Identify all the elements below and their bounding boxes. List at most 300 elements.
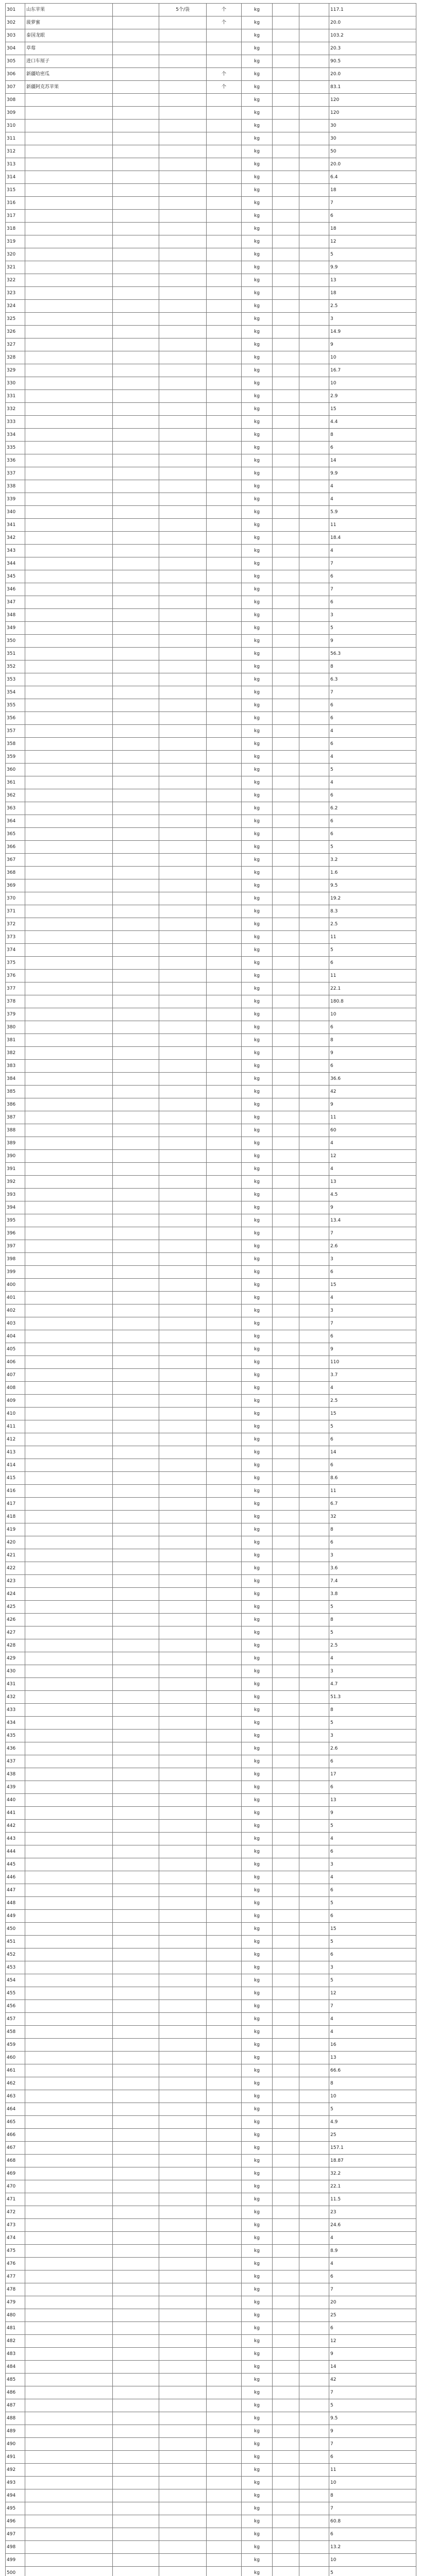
row-number-cell: 405 — [6, 1343, 25, 1356]
brand-cell — [113, 2348, 159, 2361]
item-name-cell — [25, 1304, 113, 1317]
item-name-cell — [25, 1111, 113, 1124]
grade-cell — [299, 1588, 329, 1601]
item-name-cell — [25, 364, 113, 377]
item-name-cell — [25, 2361, 113, 2374]
unit-secondary-cell: kg — [242, 583, 273, 596]
row-number-cell: 408 — [6, 1382, 25, 1395]
table-row — [6, 583, 416, 596]
unit-cell — [207, 1330, 242, 1343]
item-name-cell — [25, 1137, 113, 1150]
table-row — [6, 1936, 416, 1948]
specification-cell — [159, 1060, 207, 1073]
table-row — [6, 493, 416, 506]
unit-cell — [207, 2180, 242, 2193]
item-name-cell — [25, 2348, 113, 2361]
type-cell — [273, 1704, 299, 1717]
brand-cell — [113, 2219, 159, 2232]
price-cell: 20.0 — [329, 68, 416, 81]
table-row — [6, 1858, 416, 1871]
unit-cell — [207, 2464, 242, 2477]
item-name-cell — [25, 1549, 113, 1562]
row-number-cell: 311 — [6, 132, 25, 145]
grade-cell — [299, 2309, 329, 2322]
specification-cell — [159, 1730, 207, 1742]
unit-cell — [207, 1408, 242, 1420]
unit-cell — [207, 905, 242, 918]
specification-cell — [159, 2064, 207, 2077]
unit-secondary-cell: kg — [242, 300, 273, 313]
price-cell: 22.1 — [329, 982, 416, 995]
row-number-cell: 424 — [6, 1588, 25, 1601]
item-name-cell — [25, 2219, 113, 2232]
item-name-cell — [25, 1382, 113, 1395]
price-cell: 8 — [329, 1523, 416, 1536]
unit-cell — [207, 1845, 242, 1858]
table-row — [6, 1691, 416, 1704]
row-number-cell: 350 — [6, 635, 25, 648]
grade-cell — [299, 545, 329, 557]
specification-cell — [159, 545, 207, 557]
table-row — [6, 1279, 416, 1292]
unit-secondary-cell: kg — [242, 1304, 273, 1317]
type-cell — [273, 931, 299, 944]
grade-cell — [299, 2554, 329, 2567]
unit-secondary-cell: kg — [242, 2232, 273, 2245]
row-number-cell: 441 — [6, 1807, 25, 1820]
unit-secondary-cell: kg — [242, 1755, 273, 1768]
type-cell — [273, 2129, 299, 2142]
brand-cell — [113, 764, 159, 776]
grade-cell — [299, 1871, 329, 1884]
row-number-cell: 390 — [6, 1150, 25, 1163]
brand-cell — [113, 2489, 159, 2502]
item-name-cell — [25, 1021, 113, 1034]
unit-cell — [207, 776, 242, 789]
item-name-cell — [25, 789, 113, 802]
row-number-cell: 362 — [6, 789, 25, 802]
table-row — [6, 390, 416, 403]
grade-cell — [299, 532, 329, 545]
unit-cell — [207, 1588, 242, 1601]
specification-cell — [159, 1652, 207, 1665]
item-name-cell — [25, 2142, 113, 2155]
grade-cell — [299, 2039, 329, 2052]
brand-cell — [113, 274, 159, 287]
unit-cell — [207, 1678, 242, 1691]
grade-cell — [299, 854, 329, 867]
table-row — [6, 1317, 416, 1330]
unit-cell — [207, 210, 242, 223]
unit-cell — [207, 2039, 242, 2052]
grade-cell — [299, 2502, 329, 2515]
table-row — [6, 2374, 416, 2386]
item-name-cell — [25, 2245, 113, 2258]
specification-cell — [159, 648, 207, 660]
table-row — [6, 1176, 416, 1189]
brand-cell — [113, 1588, 159, 1601]
brand-cell — [113, 2374, 159, 2386]
item-name-cell — [25, 274, 113, 287]
brand-cell — [113, 609, 159, 622]
price-cell: 5 — [329, 764, 416, 776]
row-number-cell: 469 — [6, 2167, 25, 2180]
unit-cell — [207, 1395, 242, 1408]
grade-cell — [299, 4, 329, 16]
grade-cell — [299, 1833, 329, 1845]
price-cell: 3.6 — [329, 1562, 416, 1575]
row-number-cell: 494 — [6, 2489, 25, 2502]
table-row — [6, 1575, 416, 1588]
brand-cell — [113, 905, 159, 918]
item-name-cell — [25, 210, 113, 223]
unit-cell — [207, 2258, 242, 2270]
unit-cell — [207, 2052, 242, 2064]
grade-cell — [299, 699, 329, 712]
table-row — [6, 2232, 416, 2245]
item-name-cell — [25, 918, 113, 931]
price-cell: 12 — [329, 1150, 416, 1163]
price-cell: 13 — [329, 274, 416, 287]
brand-cell — [113, 2013, 159, 2026]
row-number-cell: 472 — [6, 2206, 25, 2219]
grade-cell — [299, 1536, 329, 1549]
brand-cell — [113, 1073, 159, 1086]
item-name-cell — [25, 1601, 113, 1614]
price-cell: 4 — [329, 1833, 416, 1845]
type-cell — [273, 1730, 299, 1742]
specification-cell — [159, 1266, 207, 1279]
specification-cell — [159, 1214, 207, 1227]
unit-cell — [207, 1163, 242, 1176]
table-row — [6, 905, 416, 918]
item-name-cell — [25, 1588, 113, 1601]
unit-secondary-cell: kg — [242, 1433, 273, 1446]
row-number-cell: 461 — [6, 2064, 25, 2077]
table-row — [6, 442, 416, 454]
table-row — [6, 1034, 416, 1047]
brand-cell — [113, 1485, 159, 1498]
brand-cell — [113, 545, 159, 557]
grade-cell — [299, 1730, 329, 1742]
specification-cell — [159, 854, 207, 867]
brand-cell — [113, 1833, 159, 1845]
unit-secondary-cell: kg — [242, 2129, 273, 2142]
unit-cell — [207, 132, 242, 145]
unit-cell — [207, 1974, 242, 1987]
table-row — [6, 1060, 416, 1073]
row-number-cell: 462 — [6, 2077, 25, 2090]
item-name-cell — [25, 120, 113, 132]
brand-cell — [113, 802, 159, 815]
type-cell — [273, 248, 299, 261]
specification-cell — [159, 1485, 207, 1498]
unit-cell — [207, 995, 242, 1008]
row-number-cell: 476 — [6, 2258, 25, 2270]
type-cell — [273, 2374, 299, 2386]
brand-cell — [113, 2515, 159, 2528]
brand-cell — [113, 1845, 159, 1858]
row-number-cell: 488 — [6, 2412, 25, 2425]
brand-cell — [113, 1395, 159, 1408]
unit-cell — [207, 1317, 242, 1330]
item-name-cell — [25, 1330, 113, 1343]
unit-secondary-cell: kg — [242, 1923, 273, 1936]
brand-cell — [113, 622, 159, 635]
price-cell: 3 — [329, 1858, 416, 1871]
row-number-cell: 444 — [6, 1845, 25, 1858]
brand-cell — [113, 2309, 159, 2322]
specification-cell — [159, 429, 207, 442]
table-row — [6, 1253, 416, 1266]
item-name-cell — [25, 1575, 113, 1588]
specification-cell — [159, 493, 207, 506]
brand-cell — [113, 2412, 159, 2425]
unit-secondary-cell: kg — [242, 635, 273, 648]
row-number-cell: 385 — [6, 1086, 25, 1098]
grade-cell — [299, 416, 329, 429]
row-number-cell: 333 — [6, 416, 25, 429]
grade-cell — [299, 1047, 329, 1060]
type-cell — [273, 764, 299, 776]
table-row — [6, 918, 416, 931]
grade-cell — [299, 1472, 329, 1485]
row-number-cell: 495 — [6, 2502, 25, 2515]
row-number-cell: 386 — [6, 1098, 25, 1111]
price-cell: 9.9 — [329, 261, 416, 274]
brand-cell — [113, 261, 159, 274]
specification-cell — [159, 1150, 207, 1163]
row-number-cell: 304 — [6, 42, 25, 55]
grade-cell — [299, 2219, 329, 2232]
brand-cell — [113, 1768, 159, 1781]
row-number-cell: 479 — [6, 2296, 25, 2309]
unit-cell — [207, 1343, 242, 1356]
price-cell: 6 — [329, 1755, 416, 1768]
specification-cell — [159, 2489, 207, 2502]
table-row — [6, 4, 416, 16]
specification-cell — [159, 944, 207, 957]
table-row — [6, 287, 416, 300]
unit-cell — [207, 545, 242, 557]
specification-cell — [159, 2193, 207, 2206]
item-name-cell: 山东苹果 — [25, 4, 113, 16]
item-name-cell — [25, 1317, 113, 1330]
unit-cell — [207, 107, 242, 120]
item-name-cell — [25, 2502, 113, 2515]
unit-cell — [207, 1781, 242, 1794]
item-name-cell — [25, 1356, 113, 1369]
row-number-cell: 498 — [6, 2541, 25, 2554]
unit-secondary-cell: kg — [242, 2528, 273, 2541]
row-number-cell: 439 — [6, 1781, 25, 1794]
price-cell: 6 — [329, 596, 416, 609]
unit-cell — [207, 442, 242, 454]
type-cell — [273, 81, 299, 94]
brand-cell — [113, 493, 159, 506]
brand-cell — [113, 1472, 159, 1485]
brand-cell — [113, 879, 159, 892]
unit-secondary-cell: kg — [242, 55, 273, 68]
item-name-cell — [25, 2090, 113, 2103]
row-number-cell: 366 — [6, 841, 25, 854]
price-cell: 5 — [329, 1820, 416, 1833]
price-cell: 12 — [329, 1987, 416, 2000]
row-number-cell: 400 — [6, 1279, 25, 1292]
unit-secondary-cell: kg — [242, 815, 273, 828]
item-name-cell — [25, 2309, 113, 2322]
type-cell — [273, 107, 299, 120]
grade-cell — [299, 1124, 329, 1137]
unit-secondary-cell: kg — [242, 326, 273, 338]
unit-cell — [207, 403, 242, 416]
price-cell: 13 — [329, 1176, 416, 1189]
row-number-cell: 374 — [6, 944, 25, 957]
unit-secondary-cell: kg — [242, 1382, 273, 1395]
grade-cell — [299, 1601, 329, 1614]
type-cell — [273, 2309, 299, 2322]
brand-cell — [113, 995, 159, 1008]
unit-cell — [207, 2167, 242, 2180]
price-cell: 4 — [329, 1137, 416, 1150]
type-cell — [273, 2477, 299, 2489]
unit-secondary-cell: kg — [242, 1884, 273, 1897]
row-number-cell: 482 — [6, 2335, 25, 2348]
table-row — [6, 802, 416, 815]
grade-cell — [299, 2335, 329, 2348]
item-name-cell — [25, 2464, 113, 2477]
brand-cell — [113, 248, 159, 261]
price-cell: 4 — [329, 725, 416, 738]
brand-cell — [113, 2090, 159, 2103]
specification-cell — [159, 107, 207, 120]
unit-secondary-cell: kg — [242, 158, 273, 171]
unit-cell — [207, 622, 242, 635]
brand-cell — [113, 2129, 159, 2142]
specification-cell — [159, 918, 207, 931]
price-cell: 23 — [329, 2206, 416, 2219]
price-cell: 42 — [329, 1086, 416, 1098]
table-row — [6, 751, 416, 764]
specification-cell — [159, 1498, 207, 1511]
item-name-cell — [25, 2000, 113, 2013]
price-cell: 9 — [329, 1201, 416, 1214]
specification-cell — [159, 2348, 207, 2361]
price-cell: 6 — [329, 1330, 416, 1343]
unit-secondary-cell: kg — [242, 68, 273, 81]
table-row — [6, 2451, 416, 2464]
brand-cell — [113, 480, 159, 493]
grade-cell — [299, 2077, 329, 2090]
table-row — [6, 120, 416, 132]
specification-cell — [159, 2567, 207, 2576]
unit-secondary-cell: kg — [242, 171, 273, 184]
table-row — [6, 1678, 416, 1691]
grade-cell — [299, 1060, 329, 1073]
table-row — [6, 1382, 416, 1395]
brand-cell — [113, 351, 159, 364]
brand-cell — [113, 970, 159, 982]
type-cell — [273, 1485, 299, 1498]
row-number-cell: 380 — [6, 1021, 25, 1034]
unit-secondary-cell: kg — [242, 1408, 273, 1420]
brand-cell — [113, 1189, 159, 1201]
table-row — [6, 1910, 416, 1923]
specification-cell — [159, 802, 207, 815]
specification-cell — [159, 1240, 207, 1253]
unit-cell — [207, 2348, 242, 2361]
specification-cell — [159, 1845, 207, 1858]
specification-cell — [159, 828, 207, 841]
row-number-cell: 308 — [6, 94, 25, 107]
type-cell — [273, 1639, 299, 1652]
item-name-cell — [25, 1150, 113, 1163]
table-row — [6, 1511, 416, 1523]
item-name-cell — [25, 841, 113, 854]
item-name-cell — [25, 1266, 113, 1279]
grade-cell — [299, 738, 329, 751]
grade-cell — [299, 2103, 329, 2116]
unit-secondary-cell: kg — [242, 596, 273, 609]
grade-cell — [299, 1150, 329, 1163]
item-name-cell: 草莓 — [25, 42, 113, 55]
brand-cell — [113, 1034, 159, 1047]
brand-cell — [113, 789, 159, 802]
table-row — [6, 1098, 416, 1111]
row-number-cell: 341 — [6, 519, 25, 532]
item-name-cell — [25, 1163, 113, 1176]
unit-secondary-cell: kg — [242, 2515, 273, 2528]
unit-cell — [207, 1871, 242, 1884]
brand-cell — [113, 2296, 159, 2309]
row-number-cell: 430 — [6, 1665, 25, 1678]
row-number-cell: 365 — [6, 828, 25, 841]
type-cell — [273, 1742, 299, 1755]
specification-cell — [159, 184, 207, 197]
type-cell — [273, 132, 299, 145]
unit-cell — [207, 2090, 242, 2103]
grade-cell — [299, 867, 329, 879]
type-cell — [273, 2077, 299, 2090]
type-cell — [273, 158, 299, 171]
row-number-cell: 458 — [6, 2026, 25, 2039]
unit-secondary-cell: kg — [242, 4, 273, 16]
unit-secondary-cell: kg — [242, 1150, 273, 1163]
brand-cell — [113, 1292, 159, 1304]
unit-cell — [207, 197, 242, 210]
item-name-cell — [25, 2129, 113, 2142]
specification-cell — [159, 480, 207, 493]
type-cell — [273, 2167, 299, 2180]
type-cell — [273, 1691, 299, 1704]
price-cell: 11 — [329, 2464, 416, 2477]
grade-cell — [299, 223, 329, 235]
item-name-cell — [25, 2052, 113, 2064]
item-name-cell — [25, 1176, 113, 1189]
item-name-cell — [25, 1086, 113, 1098]
specification-cell — [159, 2052, 207, 2064]
grade-cell — [299, 1768, 329, 1781]
table-row — [6, 944, 416, 957]
table-row — [6, 1652, 416, 1665]
type-cell — [273, 1433, 299, 1446]
item-name-cell — [25, 2322, 113, 2335]
price-cell: 3 — [329, 1730, 416, 1742]
unit-cell — [207, 390, 242, 403]
item-name-cell — [25, 1858, 113, 1871]
table-row — [6, 557, 416, 570]
brand-cell — [113, 2464, 159, 2477]
